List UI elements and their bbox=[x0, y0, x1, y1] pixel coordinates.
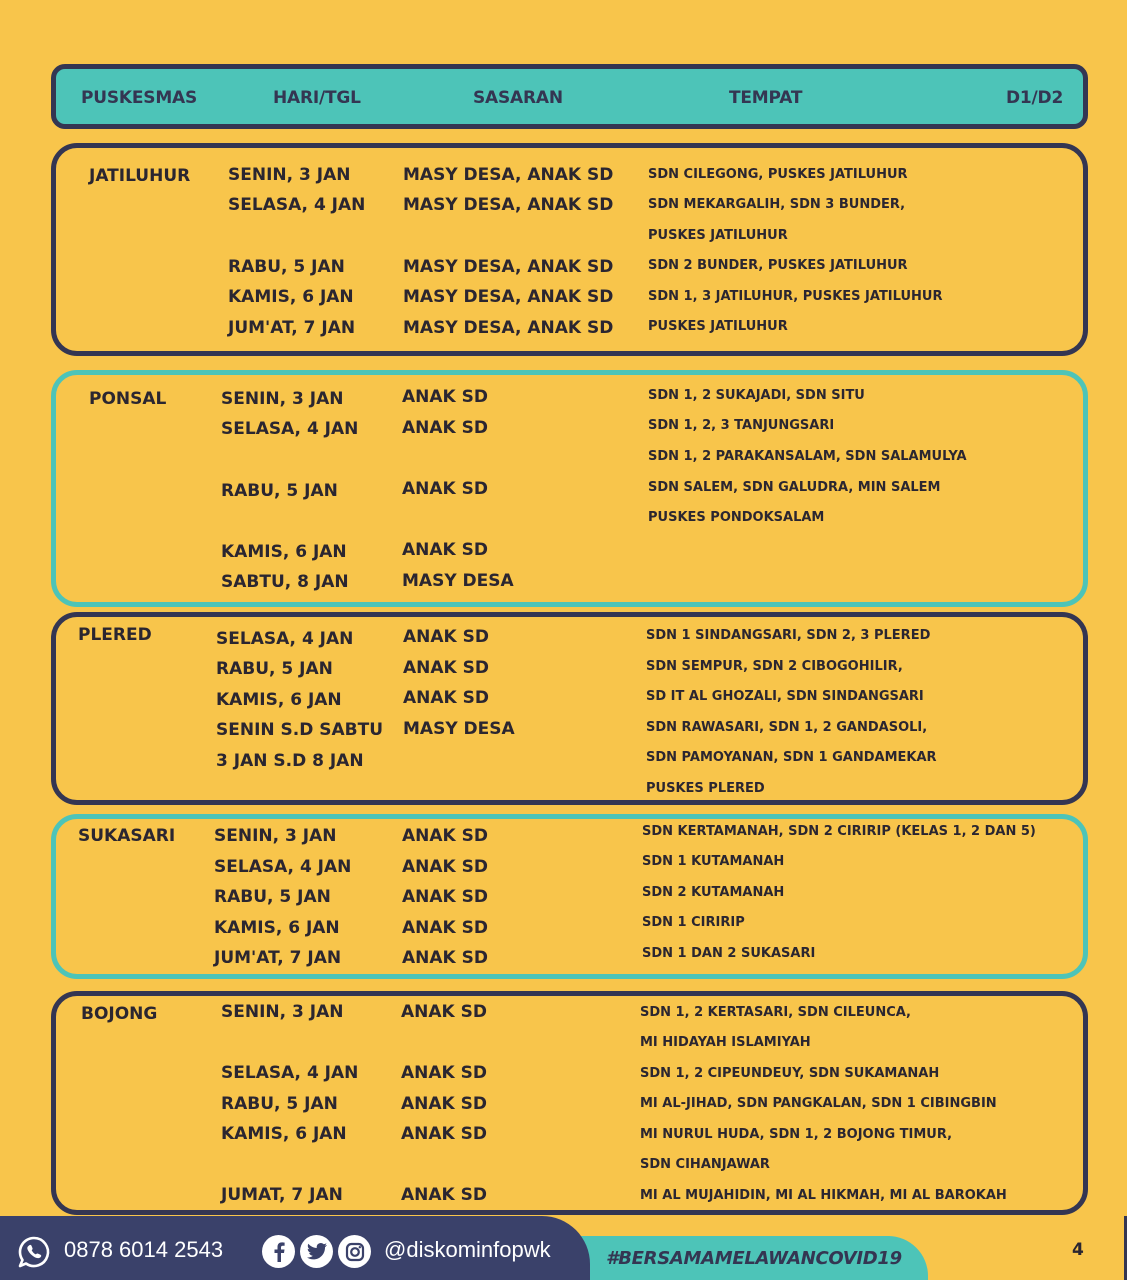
place-line: SDN RAWASARI, SDN 1, 2 GANDASOLI, bbox=[646, 720, 928, 735]
schedule-day: SELASA, 4 JAN bbox=[216, 629, 354, 649]
schedule-day: RABU, 5 JAN bbox=[228, 257, 345, 277]
schedule-day: 3 JAN S.D 8 JAN bbox=[216, 751, 364, 771]
schedule-day: SELASA, 4 JAN bbox=[228, 195, 366, 215]
schedule-target: ANAK SD bbox=[402, 387, 488, 407]
schedule-day: RABU, 5 JAN bbox=[216, 659, 333, 679]
schedule-day: KAMIS, 6 JAN bbox=[214, 918, 340, 938]
twitter-icon[interactable] bbox=[300, 1235, 333, 1268]
place-line: SDN 2 BUNDER, PUSKES JATILUHUR bbox=[648, 258, 908, 273]
schedule-target: ANAK SD bbox=[403, 627, 489, 647]
facebook-icon[interactable] bbox=[262, 1235, 295, 1268]
schedule-target: MASY DESA, ANAK SD bbox=[403, 287, 614, 307]
schedule-target: ANAK SD bbox=[401, 1185, 487, 1205]
place-line: PUSKES PONDOKSALAM bbox=[648, 510, 825, 525]
place-line: PUSKES PLERED bbox=[646, 781, 765, 796]
place-line: SDN SALEM, SDN GALUDRA, MIN SALEM bbox=[648, 480, 941, 495]
place-line: SDN CIHANJAWAR bbox=[640, 1157, 770, 1172]
schedule-day: RABU, 5 JAN bbox=[221, 1094, 338, 1114]
schedule-target: ANAK SD bbox=[401, 1124, 487, 1144]
schedule-target: ANAK SD bbox=[401, 1063, 487, 1083]
schedule-day: SENIN, 3 JAN bbox=[221, 1002, 344, 1022]
schedule-day: SABTU, 8 JAN bbox=[221, 572, 349, 592]
puskesmas-name: BOJONG bbox=[81, 1004, 158, 1024]
place-line: SDN 1 KUTAMANAH bbox=[642, 854, 785, 869]
schedule-target: MASY DESA bbox=[403, 719, 515, 739]
schedule-day: SELASA, 4 JAN bbox=[221, 1063, 359, 1083]
puskesmas-name: JATILUHUR bbox=[89, 166, 191, 186]
column-header-puskesmas: PUSKESMAS bbox=[81, 88, 198, 108]
schedule-target: ANAK SD bbox=[402, 887, 488, 907]
schedule-target: MASY DESA bbox=[402, 571, 514, 591]
schedule-day: RABU, 5 JAN bbox=[214, 887, 331, 907]
place-line: SDN 1, 3 JATILUHUR, PUSKES JATILUHUR bbox=[648, 289, 943, 304]
puskesmas-name: PLERED bbox=[78, 625, 152, 645]
place-line: SDN PAMOYANAN, SDN 1 GANDAMEKAR bbox=[646, 750, 937, 765]
schedule-target: MASY DESA, ANAK SD bbox=[403, 257, 614, 277]
schedule-day: RABU, 5 JAN bbox=[221, 481, 338, 501]
hashtag-text: #BERSAMAMELAWANCOVID19 bbox=[606, 1248, 902, 1269]
column-header-sasaran: SASARAN bbox=[473, 88, 563, 108]
schedule-target: ANAK SD bbox=[402, 918, 488, 938]
place-line: PUSKES JATILUHUR bbox=[648, 319, 788, 334]
schedule-day: KAMIS, 6 JAN bbox=[221, 1124, 347, 1144]
schedule-target: ANAK SD bbox=[402, 826, 488, 846]
schedule-target: MASY DESA, ANAK SD bbox=[403, 165, 614, 185]
schedule-day: SENIN, 3 JAN bbox=[214, 826, 337, 846]
place-line: SDN 1 SINDANGSARI, SDN 2, 3 PLERED bbox=[646, 628, 931, 643]
schedule-day: SENIN, 3 JAN bbox=[221, 389, 344, 409]
place-line: SDN 1 CIRIRIP bbox=[642, 915, 745, 930]
schedule-target: ANAK SD bbox=[402, 418, 488, 438]
schedule-target: ANAK SD bbox=[402, 857, 488, 877]
puskesmas-name: SUKASARI bbox=[78, 826, 176, 846]
place-line: SD IT AL GHOZALI, SDN SINDANGSARI bbox=[646, 689, 924, 704]
schedule-day: KAMIS, 6 JAN bbox=[228, 287, 354, 307]
place-line: SDN KERTAMANAH, SDN 2 CIRIRIP (KELAS 1, 2 DAN 5) bbox=[642, 824, 1036, 839]
page-number: 4 bbox=[1072, 1240, 1084, 1260]
schedule-target: MASY DESA, ANAK SD bbox=[403, 195, 614, 215]
schedule-target: MASY DESA, ANAK SD bbox=[403, 318, 614, 338]
place-line: SDN 2 KUTAMANAH bbox=[642, 885, 785, 900]
social-handle: @diskominfopwk bbox=[384, 1237, 551, 1262]
place-line: SDN 1, 2 CIPEUNDEUY, SDN SUKAMANAH bbox=[640, 1066, 940, 1081]
schedule-target: ANAK SD bbox=[403, 688, 489, 708]
whatsapp-icon bbox=[17, 1235, 51, 1269]
schedule-day: JUMAT, 7 JAN bbox=[221, 1185, 343, 1205]
puskesmas-name: PONSAL bbox=[89, 389, 167, 409]
instagram-icon[interactable] bbox=[338, 1235, 371, 1268]
schedule-target: ANAK SD bbox=[402, 479, 488, 499]
schedule-day: KAMIS, 6 JAN bbox=[216, 690, 342, 710]
schedule-target: ANAK SD bbox=[403, 658, 489, 678]
place-line: MI AL MUJAHIDIN, MI AL HIKMAH, MI AL BAROKAH bbox=[640, 1188, 1007, 1203]
place-line: SDN CILEGONG, PUSKES JATILUHUR bbox=[648, 167, 908, 182]
place-line: MI NURUL HUDA, SDN 1, 2 BOJONG TIMUR, bbox=[640, 1127, 953, 1142]
schedule-target: ANAK SD bbox=[401, 1002, 487, 1022]
place-line: SDN 1 DAN 2 SUKASARI bbox=[642, 946, 816, 961]
schedule-day: SENIN, 3 JAN bbox=[228, 165, 351, 185]
place-line: SDN 1, 2 SUKAJADI, SDN SITU bbox=[648, 388, 865, 403]
table-header bbox=[51, 64, 1088, 129]
column-header-hari-tgl: HARI/TGL bbox=[273, 88, 361, 108]
schedule-target: ANAK SD bbox=[402, 540, 488, 560]
place-line: SDN SEMPUR, SDN 2 CIBOGOHILIR, bbox=[646, 659, 903, 674]
place-line: SDN 1, 2, 3 TANJUNGSARI bbox=[648, 418, 835, 433]
schedule-day: KAMIS, 6 JAN bbox=[221, 542, 347, 562]
schedule-day: SENIN S.D SABTU bbox=[216, 720, 384, 740]
schedule-day: JUM'AT, 7 JAN bbox=[228, 318, 356, 338]
place-line: SDN 1, 2 KERTASARI, SDN CILEUNCA, bbox=[640, 1005, 911, 1020]
phone-number: 0878 6014 2543 bbox=[64, 1237, 224, 1262]
place-line: MI HIDAYAH ISLAMIYAH bbox=[640, 1035, 811, 1050]
schedule-day: SELASA, 4 JAN bbox=[214, 857, 352, 877]
place-line: SDN MEKARGALIH, SDN 3 BUNDER, bbox=[648, 197, 906, 212]
schedule-target: ANAK SD bbox=[402, 948, 488, 968]
puskesmas-block-plered bbox=[51, 612, 1088, 805]
schedule-target: ANAK SD bbox=[401, 1094, 487, 1114]
column-header-d1-d2: D1/D2 bbox=[1006, 88, 1064, 108]
place-line: PUSKES JATILUHUR bbox=[648, 228, 788, 243]
column-header-tempat: TEMPAT bbox=[729, 88, 803, 108]
schedule-day: SELASA, 4 JAN bbox=[221, 419, 359, 439]
place-line: MI AL-JIHAD, SDN PANGKALAN, SDN 1 CIBINGBIN bbox=[640, 1096, 997, 1111]
place-line: SDN 1, 2 PARAKANSALAM, SDN SALAMULYA bbox=[648, 449, 967, 464]
schedule-day: JUM'AT, 7 JAN bbox=[214, 948, 342, 968]
